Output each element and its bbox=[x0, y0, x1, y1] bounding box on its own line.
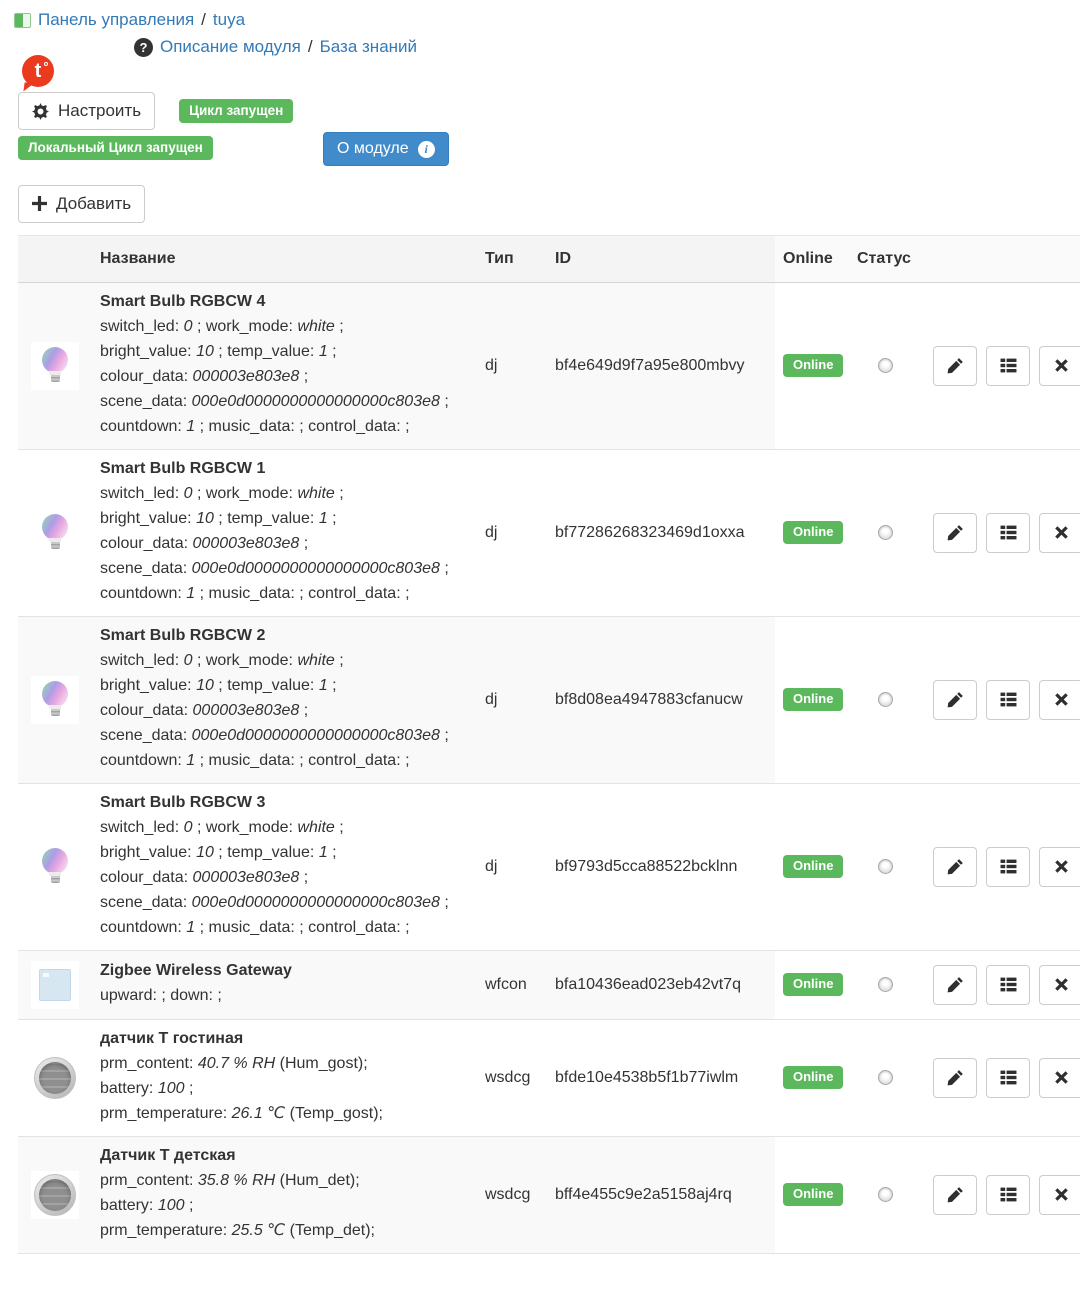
pencil-icon bbox=[947, 691, 964, 708]
edit-button[interactable] bbox=[933, 680, 977, 720]
devices-table-wrap bbox=[18, 235, 1080, 1254]
list-button[interactable] bbox=[986, 1175, 1030, 1215]
list-icon bbox=[1000, 1186, 1017, 1203]
device-name: Smart Bulb RGBCW 4 bbox=[100, 292, 266, 310]
bulb-icon bbox=[31, 509, 79, 557]
plus-icon bbox=[32, 196, 47, 211]
sensor-icon bbox=[31, 1171, 79, 1219]
pencil-icon bbox=[947, 357, 964, 374]
close-icon bbox=[1054, 525, 1069, 540]
panel-icon bbox=[14, 13, 31, 28]
device-name: Датчик Т детская bbox=[100, 1146, 236, 1164]
device-id: bfde10e4538b5f1b77iwlm bbox=[547, 1019, 775, 1136]
header-online: Online bbox=[775, 235, 849, 282]
header-icon-col bbox=[18, 235, 92, 282]
bulb-icon bbox=[31, 342, 79, 390]
device-type: wfcon bbox=[477, 950, 547, 1019]
online-badge: Online bbox=[783, 688, 843, 711]
device-id: bff4e455c9e2a5158aj4rq bbox=[547, 1136, 775, 1253]
header-status: Статус bbox=[849, 235, 921, 282]
edit-button[interactable] bbox=[933, 346, 977, 386]
delete-button[interactable] bbox=[1039, 965, 1080, 1005]
edit-button[interactable] bbox=[933, 1175, 977, 1215]
list-icon bbox=[1000, 976, 1017, 993]
device-name: Smart Bulb RGBCW 3 bbox=[100, 793, 266, 811]
device-description: prm_content: 40.7 % RH (Hum_gost); battery: 100 ; prm_temperature: 26.1 ℃ (Temp_gost); bbox=[100, 1054, 383, 1122]
device-name: датчик Т гостиная bbox=[100, 1029, 244, 1047]
configure-button-label: Настроить bbox=[58, 101, 142, 120]
device-type: dj bbox=[477, 282, 547, 449]
edit-button[interactable] bbox=[933, 965, 977, 1005]
pencil-icon bbox=[947, 976, 964, 993]
list-icon bbox=[1000, 357, 1017, 374]
device-name: Zigbee Wireless Gateway bbox=[100, 961, 292, 979]
breadcrumb-separator: / bbox=[201, 10, 206, 29]
header-actions bbox=[921, 235, 1080, 282]
list-icon bbox=[1000, 691, 1017, 708]
close-icon bbox=[1054, 977, 1069, 992]
delete-button[interactable] bbox=[1039, 346, 1080, 386]
cycle-running-badge: Цикл запущен bbox=[179, 99, 293, 123]
close-icon bbox=[1054, 1187, 1069, 1202]
tuya-logo: t bbox=[22, 55, 54, 87]
list-button[interactable] bbox=[986, 965, 1030, 1005]
table-row bbox=[18, 1136, 1080, 1253]
delete-button[interactable] bbox=[1039, 1175, 1080, 1215]
online-badge: Online bbox=[783, 855, 843, 878]
question-icon: ? bbox=[134, 38, 153, 57]
gear-icon bbox=[32, 103, 49, 120]
device-type: dj bbox=[477, 449, 547, 616]
configure-button[interactable] bbox=[18, 92, 155, 130]
list-icon bbox=[1000, 524, 1017, 541]
device-description: switch_led: 0 ; work_mode: white ; bright_value: 10 ; temp_value: 1 ; colour_data: 000003e803e8 ; scene_data: 000e0d0000000000000000c803e8 ; countdown: 1 ; music_data: ; control_data: ; bbox=[100, 818, 449, 936]
header-id: ID bbox=[547, 235, 775, 282]
close-icon bbox=[1054, 692, 1069, 707]
breadcrumb bbox=[0, 0, 1080, 57]
list-button[interactable] bbox=[986, 680, 1030, 720]
table-row bbox=[18, 950, 1080, 1019]
status-radio[interactable] bbox=[878, 358, 893, 373]
table-row bbox=[18, 282, 1080, 449]
device-id: bfa10436ead023eb42vt7q bbox=[547, 950, 775, 1019]
status-radio[interactable] bbox=[878, 1070, 893, 1085]
status-radio[interactable] bbox=[878, 1187, 893, 1202]
device-description: switch_led: 0 ; work_mode: white ; bright_value: 10 ; temp_value: 1 ; colour_data: 000003e803e8 ; scene_data: 000e0d0000000000000000c803e8 ; countdown: 1 ; music_data: ; control_data: ; bbox=[100, 484, 449, 602]
list-button[interactable] bbox=[986, 513, 1030, 553]
table-header-row bbox=[18, 235, 1080, 282]
close-icon bbox=[1054, 859, 1069, 874]
device-id: bf8d08ea4947883cfanucw bbox=[547, 616, 775, 783]
pencil-icon bbox=[947, 524, 964, 541]
table-row bbox=[18, 616, 1080, 783]
about-module-button[interactable] bbox=[323, 132, 449, 166]
device-id: bf77286268323469d1oxxa bbox=[547, 449, 775, 616]
close-icon bbox=[1054, 1070, 1069, 1085]
gateway-icon bbox=[31, 961, 79, 1009]
sensor-icon bbox=[31, 1054, 79, 1102]
delete-button[interactable] bbox=[1039, 1058, 1080, 1098]
devices-table bbox=[18, 235, 1080, 1254]
local-cycle-running-badge: Локальный Цикл запущен bbox=[18, 136, 213, 160]
device-id: bf4e649d9f7a95e800mbvy bbox=[547, 282, 775, 449]
device-description: switch_led: 0 ; work_mode: white ; bright_value: 10 ; temp_value: 1 ; colour_data: 000003e803e8 ; scene_data: 000e0d0000000000000000c803e8 ; countdown: 1 ; music_data: ; control_data: ; bbox=[100, 317, 449, 435]
add-button-label: Добавить bbox=[56, 193, 132, 213]
table-row bbox=[18, 449, 1080, 616]
about-module-label: О модуле bbox=[337, 140, 409, 157]
list-icon bbox=[1000, 1069, 1017, 1086]
device-description: prm_content: 35.8 % RH (Hum_det); battery: 100 ; prm_temperature: 25.5 ℃ (Temp_det); bbox=[100, 1171, 375, 1239]
add-button[interactable] bbox=[18, 185, 145, 223]
online-badge: Online bbox=[783, 354, 843, 377]
online-badge: Online bbox=[783, 521, 843, 544]
online-badge: Online bbox=[783, 1066, 843, 1089]
status-radio[interactable] bbox=[878, 859, 893, 874]
delete-button[interactable] bbox=[1039, 847, 1080, 887]
pencil-icon bbox=[947, 1186, 964, 1203]
list-icon bbox=[1000, 858, 1017, 875]
device-description: upward: ; down: ; bbox=[100, 986, 222, 1004]
list-button[interactable] bbox=[986, 346, 1030, 386]
table-row bbox=[18, 783, 1080, 950]
pencil-icon bbox=[947, 1069, 964, 1086]
close-icon bbox=[1054, 358, 1069, 373]
online-badge: Online bbox=[783, 973, 843, 996]
bulb-icon bbox=[31, 843, 79, 891]
edit-button[interactable] bbox=[933, 513, 977, 553]
device-description: switch_led: 0 ; work_mode: white ; bright_value: 10 ; temp_value: 1 ; colour_data: 000003e803e8 ; scene_data: 000e0d0000000000000000c803e8 ; countdown: 1 ; music_data: ; control_data: ; bbox=[100, 651, 449, 769]
edit-button[interactable] bbox=[933, 847, 977, 887]
delete-button[interactable] bbox=[1039, 680, 1080, 720]
status-radio[interactable] bbox=[878, 692, 893, 707]
device-name: Smart Bulb RGBCW 1 bbox=[100, 459, 266, 477]
table-row bbox=[18, 1019, 1080, 1136]
list-button[interactable] bbox=[986, 847, 1030, 887]
status-radio[interactable] bbox=[878, 977, 893, 992]
device-type: wsdcg bbox=[477, 1136, 547, 1253]
module-description-link[interactable]: Описание модуля bbox=[160, 37, 301, 56]
device-table-body bbox=[18, 282, 1080, 1253]
device-type: dj bbox=[477, 783, 547, 950]
info-icon: i bbox=[418, 141, 435, 158]
header-name: Название bbox=[92, 235, 477, 282]
status-radio[interactable] bbox=[878, 525, 893, 540]
edit-button[interactable] bbox=[933, 1058, 977, 1098]
knowledge-base-link[interactable]: База знаний bbox=[319, 37, 418, 56]
breadcrumb-panel-link[interactable]: Панель управления bbox=[38, 10, 195, 29]
delete-button[interactable] bbox=[1039, 513, 1080, 553]
module-links-separator: / bbox=[307, 37, 313, 56]
bulb-icon bbox=[31, 676, 79, 724]
device-type: wsdcg bbox=[477, 1019, 547, 1136]
pencil-icon bbox=[947, 858, 964, 875]
list-button[interactable] bbox=[986, 1058, 1030, 1098]
breadcrumb-current-link[interactable]: tuya bbox=[212, 10, 246, 29]
online-badge: Online bbox=[783, 1183, 843, 1206]
device-name: Smart Bulb RGBCW 2 bbox=[100, 626, 266, 644]
device-id: bf9793d5cca88522bcklnn bbox=[547, 783, 775, 950]
header-type: Тип bbox=[477, 235, 547, 282]
device-type: dj bbox=[477, 616, 547, 783]
